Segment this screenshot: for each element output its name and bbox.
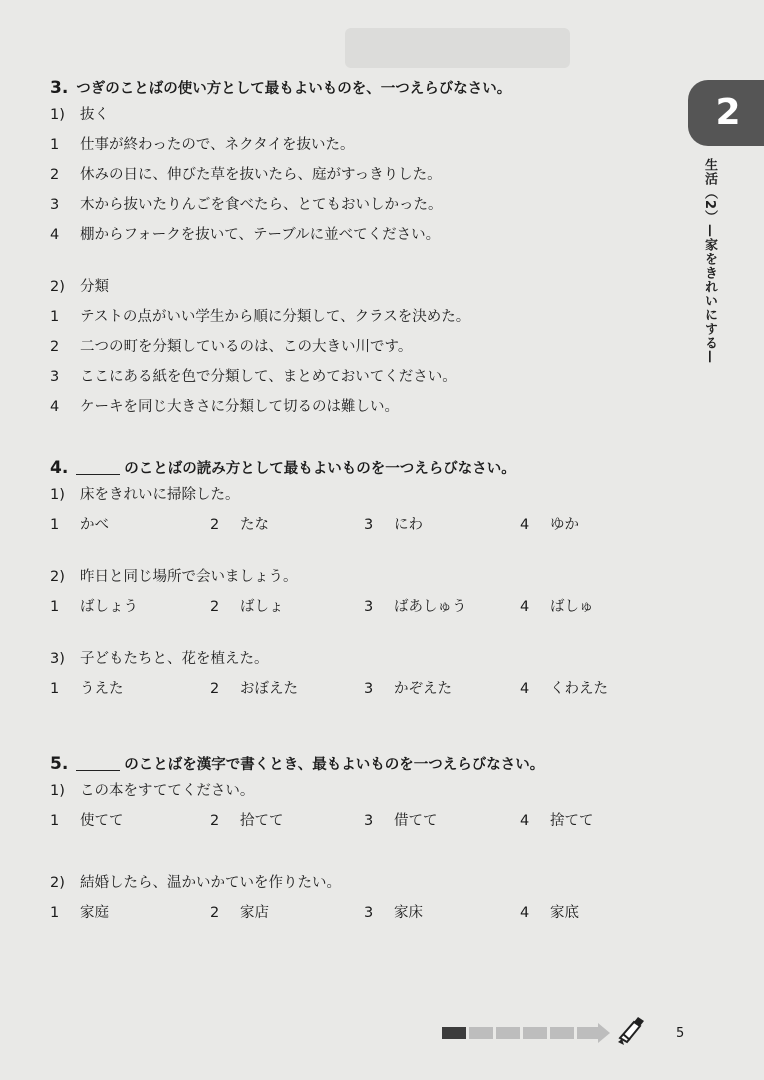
option-text: ここにある紙を色で分類して、まとめておいてください。	[80, 369, 457, 385]
question-sentence: 昨日と同じ場所で会いましょう。	[80, 569, 298, 585]
section-title	[50, 456, 650, 480]
answer-blank	[76, 756, 120, 771]
option-text: 二つの町を分類しているのは、この大きい川です。	[80, 339, 413, 355]
option-row: 1 仕事が終わったので、ネクタイを抜いた。	[50, 137, 355, 153]
choice: 3 借てて	[364, 813, 438, 829]
choice: 2 たな	[210, 517, 269, 533]
question-word: 抜く	[80, 107, 109, 123]
section-instruction: のことばを漢字で書くとき、最もよいものを一つえらびなさい。	[124, 757, 545, 773]
choice-row	[50, 674, 650, 704]
choice: 1 うえた	[50, 681, 124, 697]
section-3	[50, 76, 650, 422]
question-sentence: 結婚したら、温かいかていを作りたい。	[80, 875, 341, 891]
option-row: 4 棚からフォークを抜いて、テーブルに並べてください。	[50, 227, 441, 243]
choice: 2 家店	[210, 905, 269, 921]
question-sentence: この本をすててください。	[80, 783, 255, 799]
option-text: 棚からフォークを抜いて、テーブルに並べてください。	[80, 227, 441, 243]
arrow-icon	[598, 1023, 610, 1043]
progress-bar	[442, 1027, 600, 1039]
choice: 4 捨てて	[520, 813, 594, 829]
progress-segment	[496, 1027, 520, 1039]
question-sentence: 床をきれいに掃除した。	[80, 487, 240, 503]
choice-row	[50, 806, 650, 836]
choice: 3 にわ	[364, 517, 423, 533]
section-5	[50, 752, 650, 928]
question: 1) 床をきれいに掃除した。	[50, 487, 240, 503]
chapter-tab: 2	[688, 80, 764, 146]
section-instruction: のことばの読み方として最もよいものを一つえらびなさい。	[124, 461, 516, 477]
progress-segment	[523, 1027, 547, 1039]
choice: 1 家庭	[50, 905, 109, 921]
choice: 1 使てて	[50, 813, 124, 829]
option-row: 1 テストの点がいい学生から順に分類して、クラスを決めた。	[50, 309, 471, 325]
choice: 3 家床	[364, 905, 423, 921]
choice: 1 かべ	[50, 517, 109, 533]
section-number: 3.	[50, 78, 69, 98]
choice-row	[50, 510, 650, 540]
section-title	[50, 76, 650, 100]
brush-icon	[614, 1014, 648, 1048]
question-word: 分類	[80, 279, 109, 295]
progress-segment	[577, 1027, 599, 1039]
option-row: 4 ケーキを同じ大きさに分類して切るのは難しい。	[50, 399, 399, 415]
option-row: 2 二つの町を分類しているのは、この大きい川です。	[50, 339, 413, 355]
choice-row	[50, 592, 650, 622]
section-instruction: つぎのことばの使い方として最もよいものを、一つえらびなさい。	[76, 81, 512, 97]
section-number: 5.	[50, 754, 69, 774]
chapter-title: 生活（2）—家をきれいにする—	[702, 158, 717, 365]
option-row: 3 ここにある紙を色で分類して、まとめておいてください。	[50, 369, 457, 385]
choice-row	[50, 898, 650, 928]
faded-header-band	[345, 28, 570, 68]
choice: 3 かぞえた	[364, 681, 452, 697]
question: 2) 分類	[50, 279, 109, 295]
choice: 4 ゆか	[520, 517, 579, 533]
page-number: 5	[676, 1026, 685, 1041]
question: 2) 結婚したら、温かいかていを作りたい。	[50, 875, 341, 891]
section-title	[50, 752, 650, 776]
section-4	[50, 456, 650, 704]
choice: 4 家底	[520, 905, 579, 921]
choice: 4 くわえた	[520, 681, 608, 697]
option-text: 休みの日に、伸びた草を抜いたら、庭がすっきりした。	[80, 167, 442, 183]
progress-segment	[469, 1027, 493, 1039]
choice: 2 拾てて	[210, 813, 284, 829]
question-sentence: 子どもたちと、花を植えた。	[80, 651, 269, 667]
answer-blank	[76, 460, 120, 475]
choice: 2 ばしょ	[210, 599, 284, 615]
option-row: 2 休みの日に、伸びた草を抜いたら、庭がすっきりした。	[50, 167, 442, 183]
question: 1) 抜く	[50, 107, 109, 123]
choice: 1 ばしょう	[50, 599, 138, 615]
option-text: テストの点がいい学生から順に分類して、クラスを決めた。	[80, 309, 471, 325]
question: 2) 昨日と同じ場所で会いましょう。	[50, 569, 298, 585]
progress-segment	[442, 1027, 466, 1039]
question: 3) 子どもたちと、花を植えた。	[50, 651, 269, 667]
option-text: 木から抜いたりんごを食べたら、とてもおいしかった。	[80, 197, 443, 213]
progress-segment	[550, 1027, 574, 1039]
choice: 3 ばあしゅう	[364, 599, 467, 615]
option-text: ケーキを同じ大きさに分類して切るのは難しい。	[80, 399, 399, 415]
question: 1) この本をすててください。	[50, 783, 255, 799]
choice: 4 ばしゅ	[520, 599, 594, 615]
option-row: 3 木から抜いたりんごを食べたら、とてもおいしかった。	[50, 197, 443, 213]
choice: 2 おぼえた	[210, 681, 298, 697]
option-text: 仕事が終わったので、ネクタイを抜いた。	[80, 137, 355, 153]
section-number: 4.	[50, 458, 69, 478]
